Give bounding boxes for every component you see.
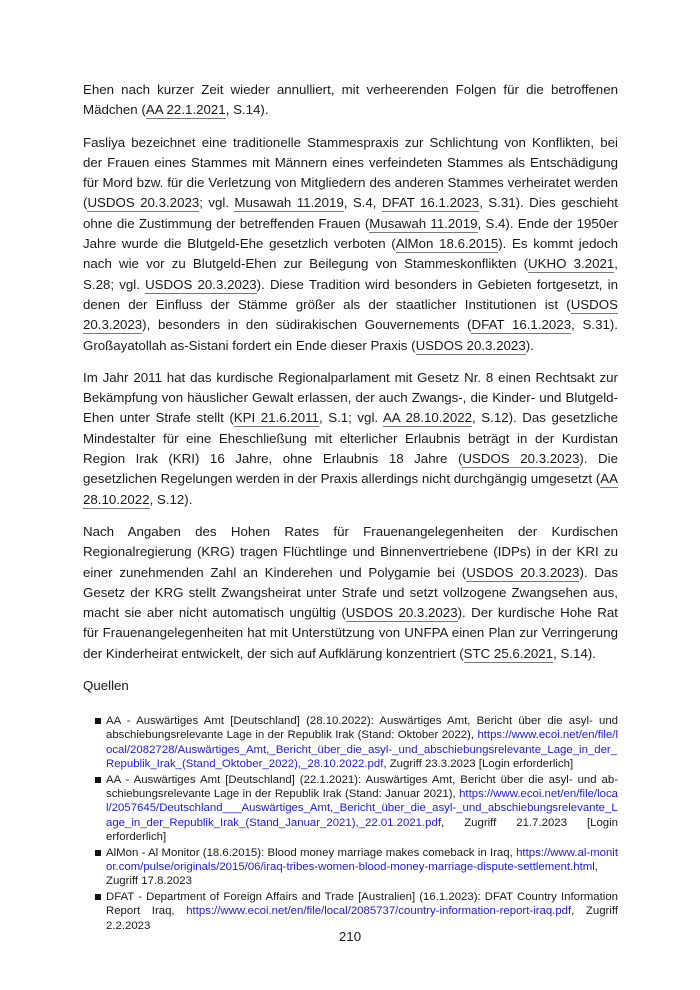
paragraph-text: Nach Angaben des Hohen Rates für Frauenangelegenheiten der Kurdischen Regionalregierung (KRG) tragen Flüchtlinge und Binnenvertriebene (IDPs) in der KRI zu einer zunehmenden Zahl an Kinderehen und Polygamie bei ( — [83, 523, 618, 580]
paragraph-text: ; vgl. — [199, 195, 235, 211]
citation-link[interactable]: DFAT 16.1.2023 — [471, 317, 572, 333]
source-url-link[interactable]: https://www.ecoi.net/en/file/local/2082728/Auswärtiges_Amt,_Bericht_über_die_asyl-_und_abschiebungsrelevante_Lage_in_der_Republik_Irak_(Stand_Oktober_2022),_28.10.2022.pdf — [106, 729, 618, 771]
source-access-date: , Zugriff 17.8.2023 — [106, 861, 598, 888]
bullet-icon — [95, 894, 101, 900]
paragraph-text: , S.14). — [553, 645, 596, 661]
citation-link[interactable]: DFAT 16.1.2023 — [381, 195, 480, 211]
paragraph-text: , S.4). Ende der 1950er Jahre wurde die Blutgeld-Ehe gesetzlich verboten ( — [83, 215, 618, 252]
paragraph — [83, 368, 618, 510]
bullet-icon — [95, 777, 101, 783]
paragraph-text: , S.12). Das gesetzliche Mindestalter für eine Eheschließung mit elterlicher Erlaubnis beträgt in der Kurdistan Region Irak (KRI) 16 Jahre, ohne Erlaubnis 18 Jahre ( — [83, 410, 618, 467]
source-text: DFAT - Department of Foreign Affairs and Trade [Australien] (16.1.2023): DFAT Country Information Report Iraq, — [106, 890, 618, 918]
source-item — [95, 714, 618, 772]
sources-heading: Quellen — [83, 678, 129, 694]
page-number: 210 — [338, 929, 362, 944]
citation-link[interactable]: USDOS 20.3.2023 — [87, 195, 200, 211]
citation-link[interactable]: USDOS 20.3.2023 — [345, 605, 458, 621]
citation-link[interactable]: AA 22.1.2021 — [145, 102, 226, 118]
citation-link[interactable]: STC 25.6.2021 — [463, 645, 554, 661]
source-url-link[interactable]: https://www.al-monitor.com/pulse/originals/2015/06/iraq-tribes-women-blood-money-marriage-dispute-settlement.html — [106, 846, 618, 874]
source-access-date: , Zugriff 2.2.2023 — [106, 905, 619, 932]
paragraph-text: Ehen nach kurzer Zeit wieder annulliert, mit verheerenden Folgen für die betroffenen Mädchen ( — [83, 82, 618, 118]
source-url-link[interactable]: https://www.ecoi.net/en/file/local/2085737/country-information-report-iraq.pdf — [186, 905, 572, 918]
citation-link[interactable]: USDOS 20.3.2023 — [145, 276, 257, 292]
source-item — [95, 890, 618, 933]
paragraph-text: ). Diese Tradition wird besonders in Gebieten fortgesetzt, in denen der Einfluss der Stämme größer als der staatlicher Institutionen ist ( — [83, 276, 618, 312]
paragraph-text: , S.31). Dies geschieht ohne die Zustimmung der betreffenden Frauen ( — [83, 195, 619, 231]
paragraph-text: ), besonders in den südirakischen Gouvernements ( — [142, 317, 472, 333]
paragraph-text: Fasliya bezeichnet eine traditionelle Stammespraxis zur Schlichtung von Konflikten, bei der Frauen eines Stammes mit Männern eines verfeindeten Stammes als Entschädigung für Mord bzw. für die Verletzung von Mitgliedern des anderen Stammes verheiratet werden ( — [83, 134, 618, 211]
bullet-icon — [95, 850, 101, 856]
source-url-link[interactable]: https://www.ecoi.net/en/file/local/2057645/Deutschland___Auswärtiges_Amt,_Bericht_über_die_asyl-_und_abschiebungsrelevante_Lage_in_der_Republik_Irak_(Stand_Januar_2021),_22.01.2021.pdf — [106, 788, 618, 829]
citation-link[interactable]: USDOS 20.3.2023 — [83, 296, 618, 333]
paragraph-text: ). Die gesetzlichen Regelungen werden in der Praxis allerdings nicht durchgängig umgesetzt ( — [83, 451, 618, 487]
citation-link[interactable]: USDOS 20.3.2023 — [466, 564, 580, 580]
source-item — [95, 846, 618, 889]
citation-link[interactable]: USDOS 20.3.2023 — [462, 451, 580, 467]
paragraph — [83, 522, 618, 664]
source-text: AA - Auswärtiges Amt [Deutschland] (22.1.2021): Auswärtiges Amt, Bericht über die asyl- und abschiebungsrelevante Lage in der Republik Irak (Stand: Januar 2021), — [106, 773, 618, 801]
paragraph-text: , S.28; vgl. — [83, 256, 618, 292]
paragraph-text: , S.12). — [149, 491, 193, 507]
bullet-icon — [95, 718, 101, 724]
paragraph-text: , S.1; vgl. — [318, 410, 383, 426]
citation-link[interactable]: AA 28.10.2022 — [83, 471, 618, 507]
source-text: AA - Auswärtiges Amt [Deutschland] (28.10.2022): Auswärtiges Amt, Bericht über die asyl- und abschiebungsrelevante Lage in der Republik Irak (Stand: Oktober 2022), — [106, 715, 618, 742]
citation-link[interactable]: Musawah 11.2019 — [234, 195, 344, 211]
paragraph-text: ). Der kurdische Hohe Rat für Frauenangelegenheiten hat mit Unterstützung von UNFPA einen Plan zur Verringerung der Kinderheirat entwickelt, der sich auf Aufklärung konzentriert ( — [83, 605, 618, 661]
citation-link[interactable]: Musawah 11.2019 — [369, 215, 478, 231]
paragraph-text: ). Das Gesetz der KRG stellt Zwangsheirat unter Strafe und setzt vollzogene Zwangsehen aus, macht sie aber nicht automatisch ungültig ( — [83, 564, 619, 621]
source-access-date: , Zugriff 21.7.2023 [Login erforderlich] — [106, 816, 618, 844]
source-text: AlMon - Al Monitor (18.6.2015): Blood money marriage makes comeback in Iraq, — [106, 846, 517, 859]
citation-link[interactable]: AlMon 18.6.2015 — [395, 236, 499, 252]
paragraph-text: , S.31). Großayatollah as-Sistani fordert ein Ende dieser Praxis ( — [83, 317, 618, 353]
paragraph — [83, 133, 618, 356]
sources-list — [83, 714, 618, 933]
citation-link[interactable]: AA 28.10.2022 — [382, 410, 473, 426]
paragraph — [83, 80, 618, 121]
source-access-date: , Zugriff 23.3.2023 [Login erforderlich] — [383, 758, 574, 771]
source-item — [95, 773, 618, 845]
document-body — [83, 80, 618, 934]
paragraph-text: , S.4, — [343, 195, 382, 211]
paragraph-text: , S.14). — [225, 102, 269, 118]
body-paragraphs — [83, 80, 618, 664]
paragraph-text: ). Es kommt jedoch nach wie vor zu Blutgeld-Ehen zur Beilegung von Stammeskonflikten ( — [83, 236, 618, 272]
citation-link[interactable]: KPI 21.6.2011 — [233, 410, 319, 426]
paragraph-text: Im Jahr 2011 hat das kurdische Regionalparlament mit Gesetz Nr. 8 einen Rechtsakt zur Bekämpfung von häuslicher Gewalt erlassen, der auch Zwangs-, die Kinder- und Blutgeld-Ehen unter Strafe stellt ( — [83, 369, 618, 426]
citation-link[interactable]: USDOS 20.3.2023 — [415, 337, 526, 353]
citation-link[interactable]: UKHO 3.2021 — [528, 256, 615, 272]
paragraph-text: ). — [525, 337, 534, 353]
